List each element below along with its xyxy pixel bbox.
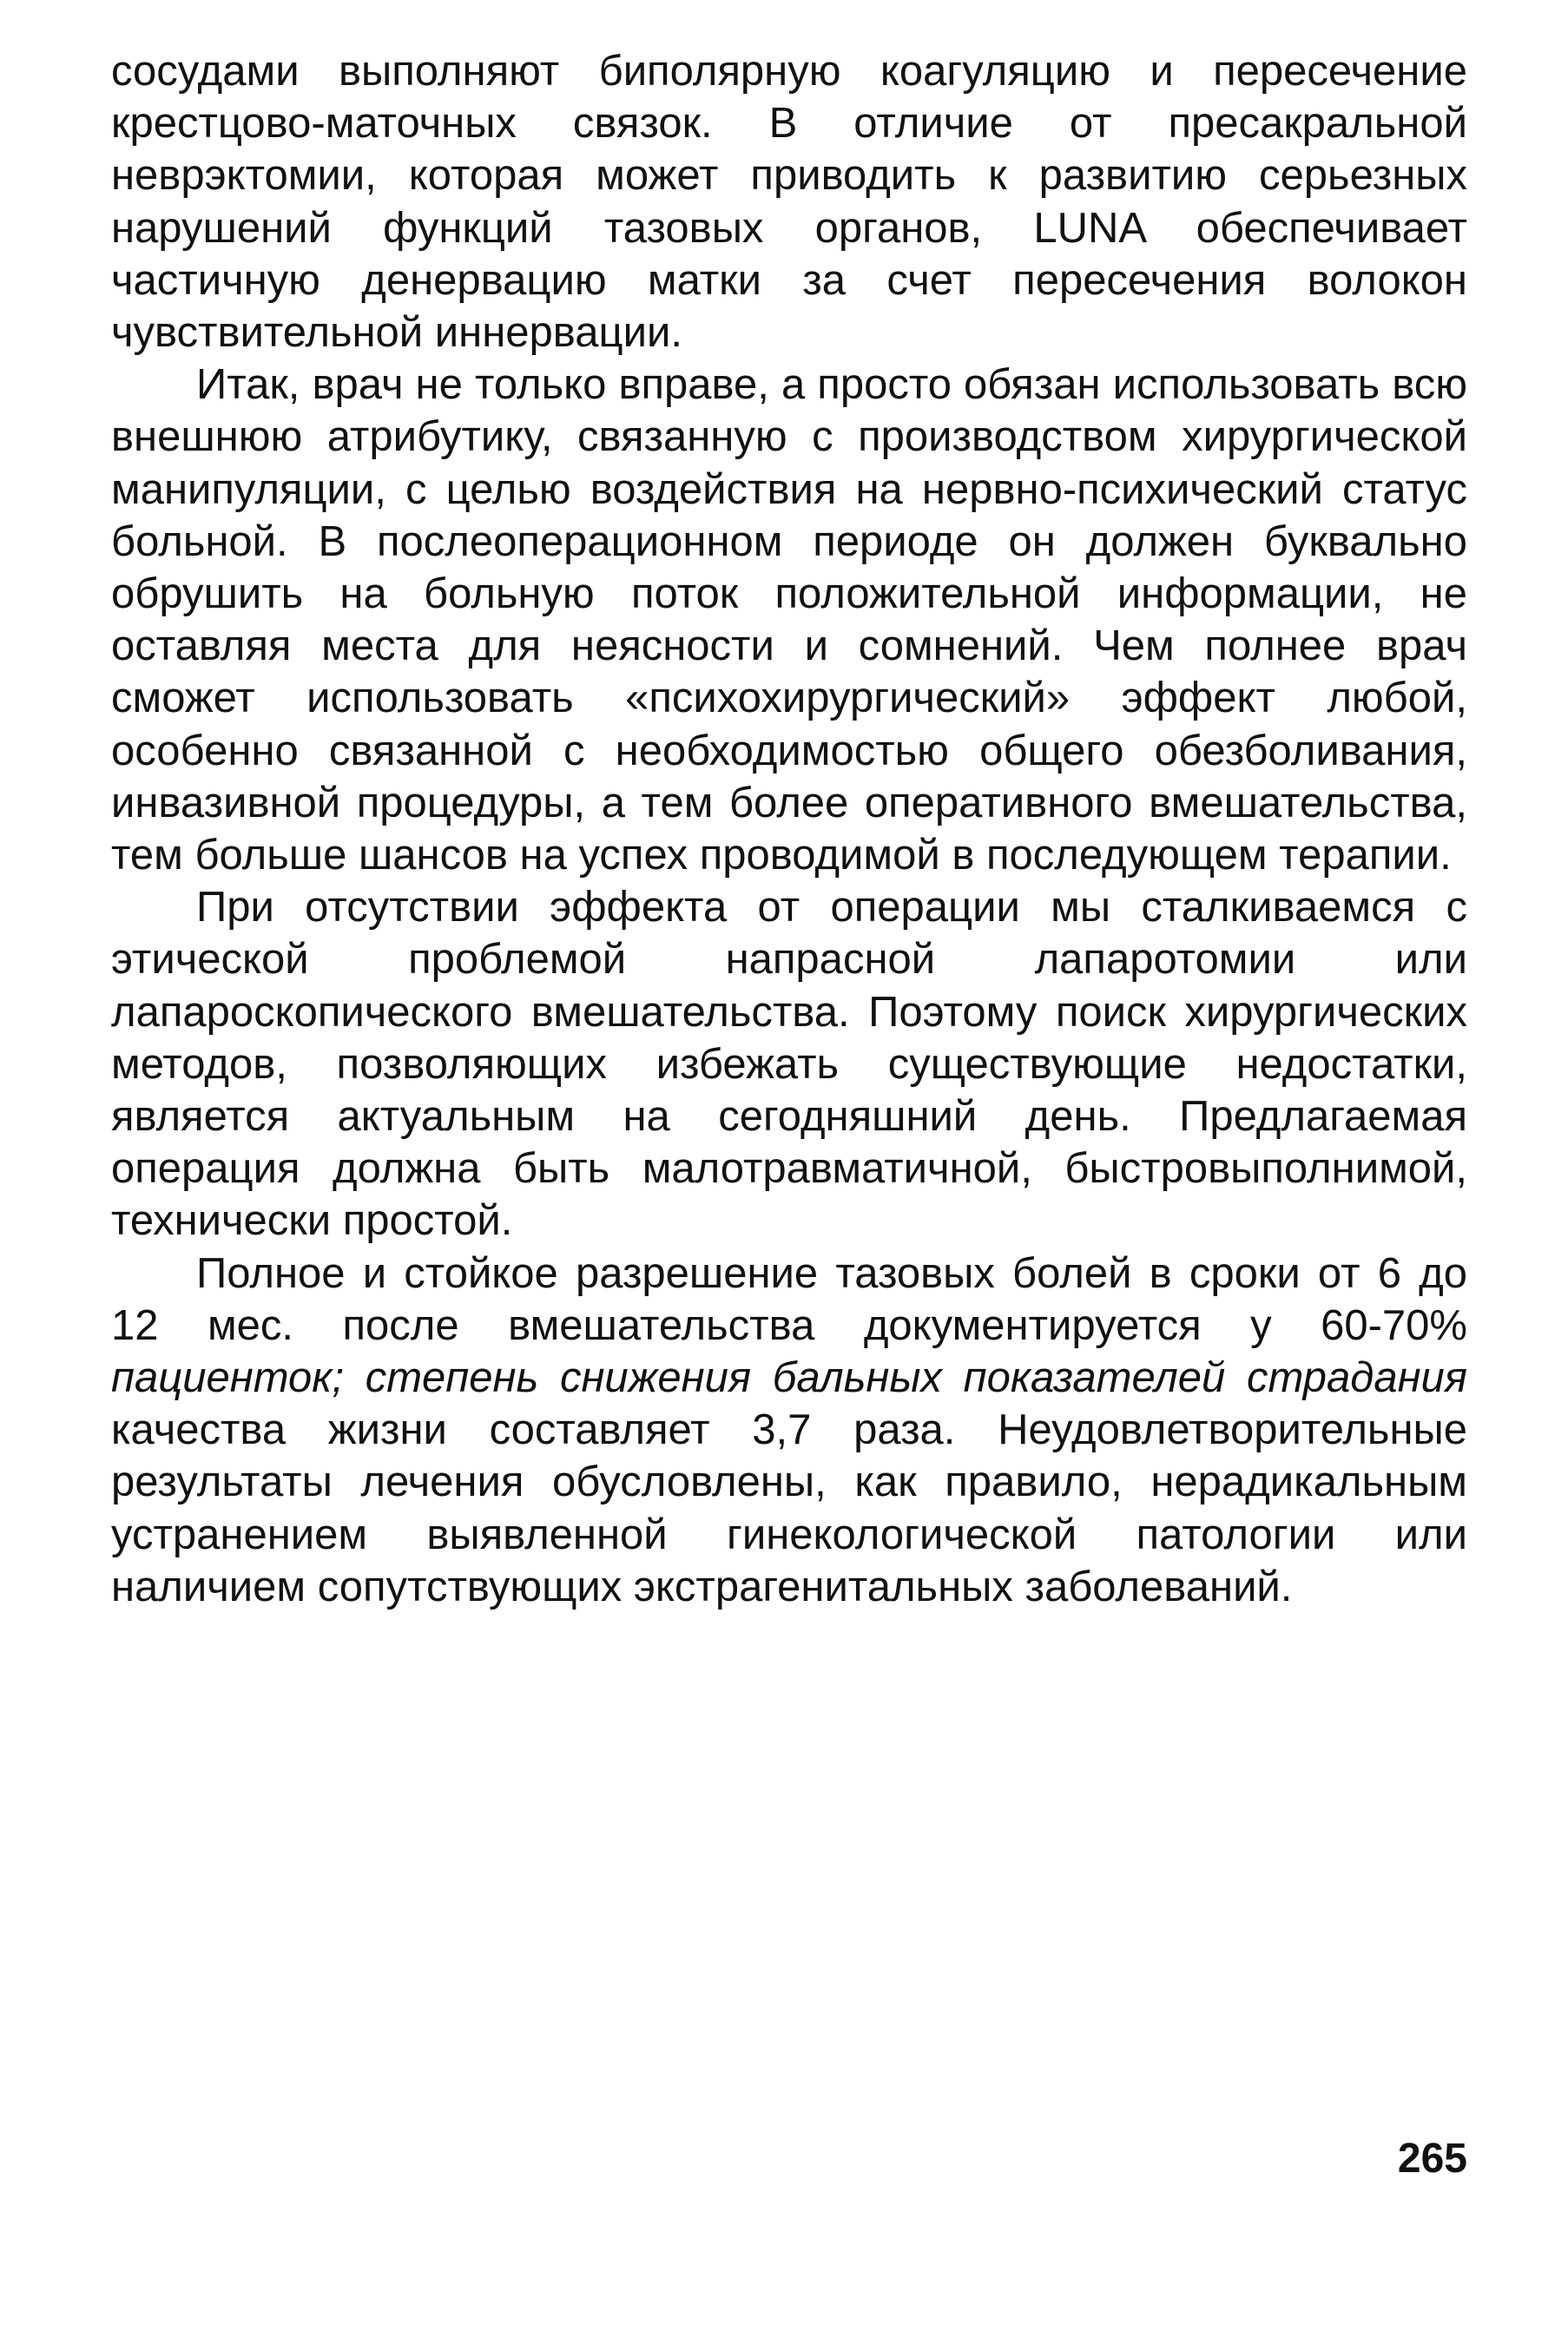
paragraph-4-text-a: Полное и стойкое разрешение тазовых болей в сроки от 6 до 12 мес. после вмешательства документируется у 60-70%: [111, 1249, 1467, 1349]
paragraph-4: [111, 1248, 1467, 1613]
paragraph-4-italic-text: пациенток; степень снижения бальных показателей страдания: [111, 1354, 1467, 1402]
paragraph-2-text: Итак, врач не только вправе, а просто обязан использовать всю внешнюю атрибутику, связанную с производством хирургической манипуляции, с целью воздействия на нервно-психический статус больной. В послеоперационном периоде он должен буквально обрушить на больную поток положительной информации, не оставляя места для неясности и сомнений. Чем полнее врач сможет использовать «психохирургический» эффект любой, особенно связанной с необходимостью общего обезболивания, инвазивной процедуры, а тем более оперативного вмешательства, тем больше шансов на успех проводимой в последующем терапии.: [111, 361, 1467, 879]
paragraph-2: [111, 359, 1467, 881]
page-number: 265: [1397, 2136, 1467, 2182]
paragraph-1: [111, 45, 1467, 359]
paragraph-3: [111, 881, 1467, 1247]
body-text: [111, 45, 1467, 1613]
paragraph-4-text-b: качества жизни составляет 3,7 раза. Неудовлетворительные результаты лечения обусловлены, как правило, нерадикальным устранением выявленной гинекологической патологии или наличием сопутствующих экстрагенитальных заболеваний.: [111, 1406, 1467, 1610]
paragraph-1-text: сосудами выполняют биполярную коагуляцию и пересечение крестцово-маточных связок. В отличие от пресакральной неврэктомии, которая может приводить к развитию серьезных нарушений функций тазовых органов, LUNA обеспечивает частичную денервацию матки за счет пересечения волокон чувствительной иннервации.: [111, 48, 1467, 357]
paragraph-3-text: При отсутствии эффекта от операции мы сталкиваемся с этической проблемой напрасной лапаротомии или лапароскопического вмешательства. Поэтому поиск хирургических методов, позволяющих избежать существующие недостатки, является актуальным на сегодняшний день. Предлагаемая операция должна быть малотравматичной, быстровыполнимой, технически простой.: [111, 884, 1467, 1245]
